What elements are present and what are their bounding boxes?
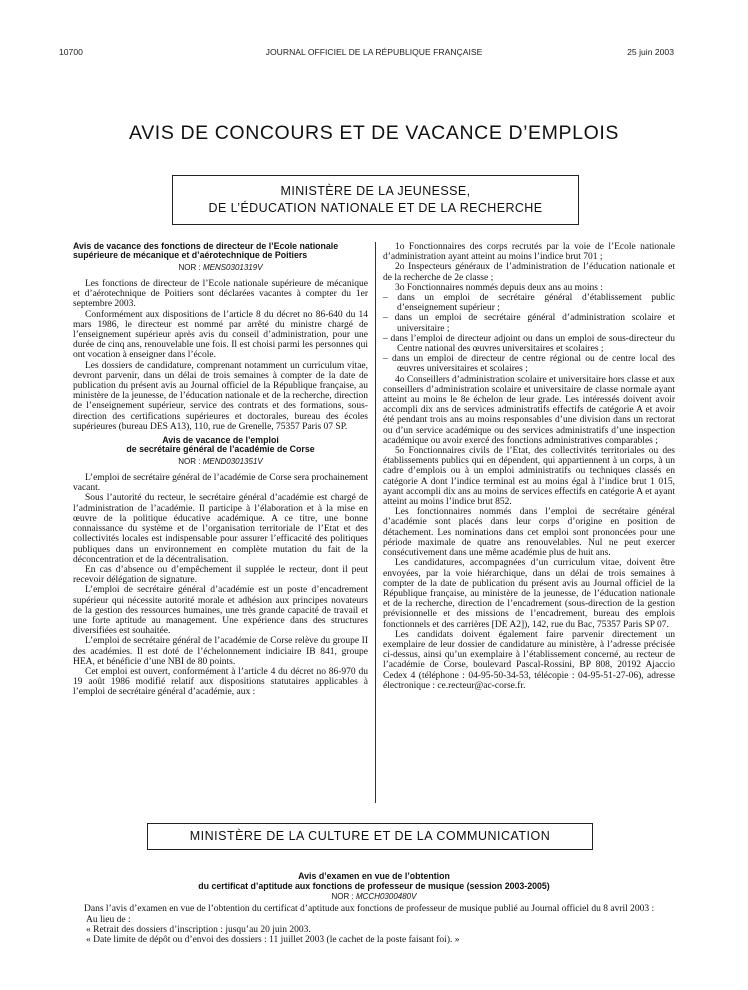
eligibility-item: 1o Fonctionnaires des corps recrutés par la voie de l’Ecole nationale d’administration ayant atteint au moins l’indice brut 701 ;: [383, 242, 675, 263]
publication-date: 25 juin 2003: [627, 47, 674, 57]
eligibility-subitem: – dans l’emploi de directeur adjoint ou dans un emploi de sous-directeur du Centre national des œuvres universitaires et scolaires ;: [383, 333, 675, 355]
notice2-paragraph: En cas d’absence ou d’empêchement il supplée le recteur, dont il peut recevoir délégation de signature.: [73, 564, 368, 586]
right-column: [383, 242, 675, 691]
ministry-line-2: DE L’ÉDUCATION NATIONALE ET DE LA RECHERCHE: [208, 201, 543, 215]
page-title: AVIS DE CONCOURS ET DE VACANCE D’EMPLOIS: [129, 122, 619, 144]
notice2-paragraph: Les candidats doivent également faire parvenir directement un exemplaire de leur dossier de candidature au ministère, à l’adresse précisée ci-dessus, ainsi qu’un exemplaire à l’établissement concerné, au recteur de l’académie de Corse, boulevard Pascal-Rossini, BP 808, 20192 Ajaccio Cedex 4 (téléphone : 04-95-50-34-53, télécopie : 04-95-51-27-06), adresse électronique : ce.recteur@ac-corse.fr.: [383, 629, 675, 691]
eligibility-item: 3o Fonctionnaires nommés depuis deux ans au moins :: [395, 282, 603, 293]
notice3-section: [40, 872, 708, 946]
ministry-line-1: MINISTÈRE DE LA JEUNESSE,: [280, 184, 471, 198]
notice2-nor-label: NOR :: [178, 456, 201, 466]
notice2-paragraph: Cet emploi est ouvert, conformément à l’article 4 du décret no 86-970 du 19 août 1986 modifié relatif aux dispositions statutaires applicables à l’emploi de secrétaire général d’académie, aux :: [73, 666, 368, 698]
notice1-title: Avis de vacance des fonctions de directeur de l’Ecole nationale supérieure de mécanique et d’aérotechnique de Poitiers: [73, 241, 339, 261]
notice2-paragraph: L’emploi de secrétaire général d’académie est un poste d’encadrement supérieur qui nécessite autorité morale et adhésion aux principes novateurs de la gestion des ressources humaines, une très grande capacité de travail et une forte aptitude au management. Une expérience dans des structures diversifiées est souhaitée.: [73, 585, 368, 637]
notice2-paragraph: Les fonctionnaires nommés dans l’emploi de secrétaire général d’académie sont placés dans leur corps d’origine en position de détachement. Les nominations dans cet emploi sont prononcées pour une période maximale de quatre ans renouvelables. Nul ne peut exercer consécutivement dans une même académie plus de huit ans.: [383, 507, 675, 559]
ministry-box-culture: MINISTÈRE DE LA CULTURE ET DE LA COMMUNICATION: [147, 823, 593, 850]
journal-title: JOURNAL OFFICIEL DE LA RÉPUBLIQUE FRANÇAISE: [265, 47, 483, 57]
notice3-title-line1: Avis d’examen en vue de l’obtention: [298, 871, 450, 881]
notice2-nor: [73, 457, 368, 467]
notice1-nor-label: NOR :: [178, 262, 201, 272]
notice2-title-line1: Avis de vacance de l’emploi: [162, 435, 279, 446]
eligibility-subitem: – dans un emploi de secrétaire général d’établissement public d’enseignement supérieur ;: [383, 293, 675, 314]
notice3-nor-code: MCCH0300480V: [355, 892, 417, 902]
notice2-paragraph: Sous l’autorité du recteur, le secrétaire général d’académie est chargé de l’administration de l’académie. Il participe à l’élaboration et à la mise en œuvre de la politique éducative académique. A ce titre, une bonne connaissance du système et de l’organisation territoriale de l’Etat et des collectivités locales est indispensable pour assurer l’efficacité des politiques publiques dans un environnement en complète mutation du fait de la déconcentration et de la décentralisation.: [73, 493, 368, 565]
notice3-paragraph: Au lieu de :: [86, 914, 131, 925]
eligibility-item: 4o Conseillers d’administration scolaire et universitaire hors classe et aux conseillers d’administration scolaire et universitaire de classe normale ayant atteint au moins le 8e échelon de leur grade. Les intéressés doivent avoir accompli dix ans de services administratifs effectifs de catégorie A et avoir été pendant trois ans au moins responsables d’une division dans un rectorat ou d’un service académique ou des services administratifs d’une inspection académique ou avoir exercé des fonctions administratives comparables ;: [383, 374, 675, 446]
notice3-paragraph: Dans l’avis d’examen en vue de l’obtention du certificat d’aptitude aux fonctions de professeur de musique publié au Journal officiel du 8 avril 2003 :: [84, 904, 655, 915]
notice2-paragraph: L’emploi de secrétaire général de l’académie de Corse sera prochainement vacant.: [73, 473, 368, 494]
notice2-paragraph: Les candidatures, accompagnées d’un curriculum vitae, doivent être envoyées, par la voie hiérarchique, dans un délai de trois semaines à compter de la date de publication du présent avis au Journal officiel de la République française, au ministère de la jeunesse, de l’éducation nationale et de la recherche, direction de l’encadrement (sous-direction de la gestion prévisionnelle et des missions de l’encadrement, bureau des emplois fonctionnels et des carrières [DE A2]), 142, rue du Bac, 75357 Paris SP 07.: [383, 558, 675, 630]
notice2-paragraph: L’emploi de secrétaire général de l’académie de Corse relève du groupe II des académies. Il est doté de l’échelonnement indiciaire IB 841, groupe HEA, et bénéficie d’une NBI de 80 points.: [73, 636, 368, 667]
notice1-nor-code: MENS0301319V: [202, 262, 263, 272]
notice3-quote: « Date limite de dépôt ou d’envoi des dossiers : 11 juillet 2003 (le cachet de la poste faisant foi). »: [86, 935, 460, 946]
notice1-paragraph: Les dossiers de candidature, comprenant notamment un curriculum vitae, devront parvenir, dans un délai de trois semaines à compter de la date de publication du présent avis au Journal officiel de la République française, au ministère de la jeunesse, de l’éducation nationale et de la recherche, direction de l’enseignement supérieur, service des contrats et des formations, sous-direction des certifications supérieures et doctorales, bureau des écoles supérieures (bureau DES A13), 110, rue de Grenelle, 75357 Paris 07 SP.: [73, 360, 368, 432]
notice2-nor-code: MEND0301351V: [202, 456, 263, 466]
notice1-paragraph: Conformément aux dispositions de l’article 8 du décret no 86-640 du 14 mars 1986, le directeur est nommé par arrêté du ministre chargé de l’enseignement supérieur après avis du conseil d’administration, pour une durée de cinq ans, renouvelable une fois. Il est choisi parmi les personnes qui ont vocation à enseigner dans l’école.: [73, 309, 368, 361]
left-column: [73, 242, 368, 698]
notice3-nor-label: NOR :: [331, 892, 354, 902]
column-divider: [375, 242, 376, 803]
notice3-nor: [40, 892, 708, 901]
notice3-quote: « Retrait des dossiers d’inscription : jusqu’au 20 juin 2003.: [86, 925, 311, 935]
eligibility-item: 2o Inspecteurs généraux de l’administration de l’éducation nationale et de la recherche de 2e classe ;: [383, 262, 675, 283]
notice2-title-line2: de secrétaire général de l’académie de Corse: [126, 444, 315, 455]
notice1-nor: [73, 263, 368, 273]
eligibility-item: 5o Fonctionnaires civils de l’Etat, des collectivités territoriales ou des établissements publics qui en dépendent, qui appartiennent à un corps, à un cadre d’emplois ou à un emploi administratifs ou techniques classés en catégorie A dont l’indice terminal est au moins égal à l’indice brut 1 015, ayant accompli dix ans au moins de services effectifs en catégorie A et ayant atteint au moins l’indice brut 852.: [383, 446, 675, 508]
eligibility-subitem: – dans un emploi de directeur de centre régional ou de centre local des œuvres universitaires et scolaires ;: [383, 354, 675, 375]
notice1-paragraph: Les fonctions de directeur de l’Ecole nationale supérieure de mécanique et d’aérotechnique de Poitiers sont déclarées vacantes à compter du 1er septembre 2003.: [73, 279, 368, 310]
page-number: 10700: [59, 47, 83, 57]
eligibility-subitem: – dans un emploi de secrétaire général d’administration scolaire et universitaire ;: [383, 313, 675, 334]
notice3-title-line2: du certificat d’aptitude aux fonctions de professeur de musique (session 2003-2005): [198, 880, 550, 891]
ministry-box-education: [172, 175, 579, 225]
